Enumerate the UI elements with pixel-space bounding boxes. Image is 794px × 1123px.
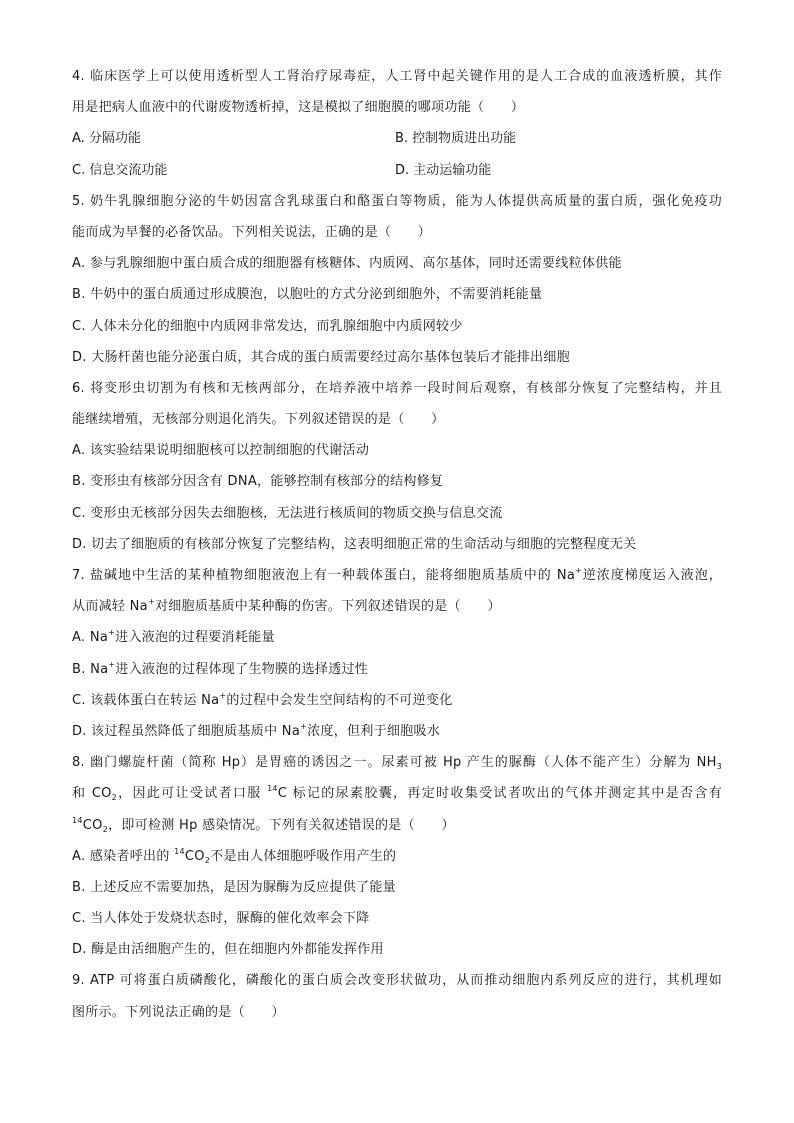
question-6-stem-line-1: 6. 将变形虫切割为有核和无核两部分，在培养液中培养一段时间后观察，有核部分恢复了完整结构，并且	[72, 380, 722, 396]
question-9-stem-line-1: 9. ATP 可将蛋白质磷酸化，磷酸化的蛋白质会改变形状做功，从而推动细胞内系列反应的进行，其机理如	[72, 973, 722, 989]
question-8-option-a-text-a: A. 感染者呼出的	[72, 848, 175, 864]
question-7-option-b-text-b: 进入液泡的过程体现了生物膜的选择透过性	[115, 661, 369, 677]
question-4-stem-line-2: 用是把病人血液中的代谢废物透析掉，这是模拟了细胞膜的哪项功能（ ）	[72, 100, 525, 116]
question-8	[72, 752, 722, 970]
question-7-option-a-text-b: 进入液泡的过程要消耗能量	[115, 630, 275, 646]
question-9-stem-line-2: 图所示。下列说法正确的是（ ）	[72, 1004, 285, 1020]
question-7	[72, 565, 722, 752]
question-5	[72, 191, 722, 378]
question-8-stem-line-2-text-a: 和 CO	[72, 786, 112, 802]
question-7-option-a-text-a: A. Na	[72, 630, 109, 646]
question-5-stem-line-1: 5. 奶牛乳腺细胞分泌的牛奶因富含乳球蛋白和酪蛋白等物质，能为人体提供高质量的蛋白质，强化免疫功	[72, 193, 722, 209]
question-5-stem-line-2: 能而成为早餐的必备饮品。下列相关说法，正确的是（ ）	[72, 224, 432, 240]
co2-subscript: 2	[102, 824, 109, 834]
question-8-stem-line-3-text-b: CO	[82, 817, 103, 833]
question-9	[72, 970, 722, 1032]
question-7-stem-line-1-text-b: 逆浓度梯度运入液泡，	[582, 568, 722, 583]
sodium-charge-superscript: +	[300, 721, 308, 731]
co2-subscript: 2	[111, 793, 117, 803]
question-7-option-a	[72, 627, 722, 658]
question-4-stem-line-1: 4. 临床医学上可以使用透析型人工肾治疗尿毒症，人工肾中起关键作用的是人工合成的血液透析膜，其作	[72, 69, 722, 84]
question-7-stem-line-2	[72, 596, 722, 627]
question-7-stem-line-2-text-b: 对细胞质基质中某种酶的伤害。下列叙述错误的是（ ）	[154, 599, 501, 615]
question-6-option-a: A. 该实验结果说明细胞核可以控制细胞的代谢活动	[72, 443, 370, 459]
question-8-stem-line-2-text-c: C 标记的尿素胶囊，再定时收集受试者吹出的气体并测定其中是否含有	[277, 786, 722, 802]
question-4-options-row-2	[72, 160, 722, 191]
question-4	[72, 66, 722, 191]
question-8-option-c: C. 当人体处于发烧状态时，脲酶的催化效率会下降	[72, 911, 370, 927]
question-6-option-b: B. 变形虫有核部分因含有 DNA，能够控制有核部分的结构修复	[72, 474, 444, 490]
question-7-option-d-text-a: D. 该过程虽然降低了细胞质基质中 Na	[72, 723, 301, 739]
question-8-option-a-text-b: CO	[184, 848, 205, 864]
exam-page	[72, 66, 722, 1033]
question-8-option-a	[72, 846, 722, 877]
question-5-option-a: A. 参与乳腺细胞中蛋白质合成的细胞器有核糖体、内质网、高尔基体，同时还需要线粒体供能	[72, 256, 622, 272]
carbon-14-superscript: 14	[267, 784, 278, 794]
question-8-stem-line-1-text: 8. 幽门螺旋杆菌（简称 Hp）是胃癌的诱因之一。尿素可被 Hp 产生的脲酶（人体不能产生）分解为 NH	[72, 755, 717, 771]
question-7-stem-line-1-text-a: 7. 盐碱地中生活的某种植物细胞液泡上有一种载体蛋白，能将细胞质基质中的 Na	[72, 568, 576, 583]
co2-subscript: 2	[204, 855, 211, 865]
question-7-option-c-text-a: C. 该载体蛋白在转运 Na	[72, 692, 220, 708]
question-8-stem-line-2-text-b: ，因此可让受试者口服	[117, 786, 268, 802]
question-4-option-d: D. 主动运输功能	[395, 162, 492, 178]
question-8-option-a-text-c: 不是由人体细胞呼吸作用产生的	[210, 848, 397, 864]
question-8-stem-line-1	[72, 752, 722, 783]
question-6-option-c: C. 变形虫无核部分因失去细胞核，无法进行核质间的物质交换与信息交流	[72, 505, 503, 521]
question-7-stem-line-2-text-a: 从而减轻 Na	[72, 599, 148, 615]
question-7-option-d-text-b: 浓度，但利于细胞吸水	[307, 723, 441, 739]
carbon-14-superscript: 14	[174, 846, 185, 856]
question-7-option-b-text-a: B. Na	[72, 661, 109, 677]
question-4-option-b: B. 控制物质进出功能	[395, 131, 517, 147]
sodium-charge-superscript: +	[108, 659, 116, 669]
sodium-charge-superscript: +	[575, 566, 583, 575]
question-5-option-d: D. 大肠杆菌也能分泌蛋白质，其合成的蛋白质需要经过高尔基体包装后才能排出细胞	[72, 349, 570, 365]
question-8-stem-line-3	[72, 815, 722, 846]
sodium-charge-superscript: +	[147, 597, 155, 607]
question-8-option-d: D. 酶是由活细胞产生的，但在细胞内外都能发挥作用	[72, 942, 384, 958]
question-5-option-b: B. 牛奶中的蛋白质通过形成膜泡，以胞吐的方式分泌到细胞外，不需要消耗能量	[72, 287, 543, 303]
question-4-option-a: A. 分隔功能	[72, 131, 141, 147]
question-8-stem-line-3-text-c: ，即可检测 Hp 感染情况。下列有关叙述错误的是（ ）	[108, 817, 455, 833]
question-4-options-row-1	[72, 128, 722, 159]
question-7-option-c-text-b: 的过程中会发生空间结构的不可逆变化	[226, 692, 453, 708]
question-6	[72, 378, 722, 565]
question-6-stem-line-2: 能继续增殖，无核部分则退化消失。下列叙述错误的是（ ）	[72, 412, 445, 428]
question-7-option-c	[72, 690, 722, 721]
question-7-stem-line-1	[72, 565, 722, 596]
question-6-option-d: D. 切去了细胞质的有核部分恢复了完整结构，这表明细胞正常的生命活动与细胞的完整程度无关	[72, 536, 637, 552]
sodium-charge-superscript: +	[219, 690, 227, 700]
question-7-option-b	[72, 659, 722, 690]
carbon-14-superscript: 14	[72, 815, 83, 825]
question-7-option-d	[72, 721, 722, 752]
ammonia-subscript: 3	[716, 762, 722, 772]
question-8-option-b: B. 上述反应不需要加热，是因为脲酶为反应提供了能量	[72, 879, 396, 895]
question-8-stem-line-2	[72, 783, 722, 814]
question-5-option-c: C. 人体未分化的细胞中内质网非常发达，而乳腺细胞中内质网较少	[72, 318, 463, 334]
sodium-charge-superscript: +	[108, 628, 116, 638]
question-4-option-c: C. 信息交流功能	[72, 162, 168, 178]
